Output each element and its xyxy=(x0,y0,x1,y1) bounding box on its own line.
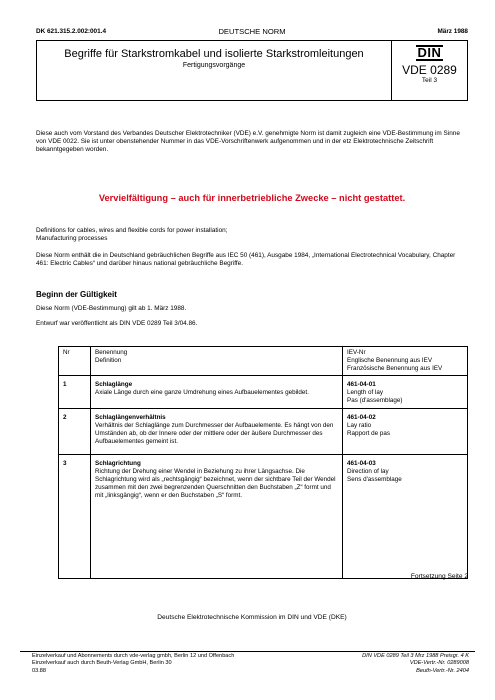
header-definition-label: Definition xyxy=(95,357,122,365)
row-term-cell xyxy=(91,454,343,578)
title-area xyxy=(37,41,392,100)
standard-id-area xyxy=(392,41,467,100)
row-english: Length of lay xyxy=(347,389,384,397)
footer-right-line1: DIN VDE 0289 Teil 3 Mrz 1988 Preisgr. 4 K xyxy=(362,653,469,659)
row-iev: 461-04-02 xyxy=(347,413,376,421)
english-title-line1: Definitions for cables, wires and flexible cords for power installation; xyxy=(36,227,228,234)
row-iev-cell xyxy=(343,408,468,454)
header-french-label: Französische Benennung aus IEV xyxy=(347,365,443,373)
footer-right-line2: VDE-Vertr.-Nr. 0289008 xyxy=(409,660,469,667)
dk-number: DK 621.315.2.002:001.4 xyxy=(36,28,106,35)
row-french: Rapport de pas xyxy=(347,429,391,437)
row-iev-cell xyxy=(343,376,468,408)
header-line xyxy=(36,28,468,38)
row-nr: 1 xyxy=(59,376,91,408)
row-term-cell xyxy=(91,408,343,454)
row-french: Pas (d'assemblage) xyxy=(347,397,403,405)
issue-date: März 1988 xyxy=(437,28,468,35)
terms-table xyxy=(58,346,468,579)
english-title-line2: Manufacturing processes xyxy=(36,235,108,243)
row-term: Schlagrichtung xyxy=(95,459,141,467)
row-english: Direction of lay xyxy=(347,468,389,476)
table-header-row xyxy=(59,347,468,376)
standard-part: Teil 3 xyxy=(421,77,438,84)
header-english-label: Englische Benennung aus IEV xyxy=(347,357,433,365)
row-definition: Axiale Länge durch eine ganze Umdrehung eines Aufbauelementes gebildet. xyxy=(95,389,309,397)
row-english: Lay ratio xyxy=(347,421,372,429)
header-term-label: Benennung xyxy=(95,349,128,356)
footer-left-line3: 03.88 xyxy=(32,667,46,674)
copyright-notice: Vervielfältigung – auch für innerbetriebliche Zwecke – nicht gestattet. xyxy=(98,193,406,203)
row-french: Sens d'assemblage xyxy=(347,476,402,484)
row-term: Schlaglänge xyxy=(95,381,133,389)
table-row xyxy=(59,454,468,578)
table-row xyxy=(59,408,468,454)
document-subtitle: Fertigungsvorgänge xyxy=(182,62,246,69)
header-iev-label: IEV-Nr xyxy=(347,349,366,356)
validity-text: Diese Norm (VDE-Bestimmung) gilt ab 1. März 1988. xyxy=(36,305,187,312)
english-title xyxy=(36,227,468,243)
document-title: Begriffe für Starkstromkabel und isolierte Starkstromleitungen xyxy=(64,48,364,60)
din-logo: DIN xyxy=(417,45,442,60)
row-nr: 3 xyxy=(59,454,91,578)
footer-left xyxy=(32,653,234,675)
row-iev-cell xyxy=(343,454,468,578)
table-row xyxy=(59,376,468,408)
norm-type: DEUTSCHE NORM xyxy=(218,27,286,36)
title-box xyxy=(36,40,468,101)
header-nr: Nr xyxy=(59,347,91,376)
iec-note: Diese Norm enthält die in Deutschland gebräuchlichen Begriffe aus IEC 50 (461), Ausgabe 1984, „International Electrotechnical Vocabulary, Chapter 461: Electric Cables“ und darüber hinaus national gebräuchliche Begriffe. xyxy=(36,252,456,268)
row-definition: Verhältnis der Schlaglänge zum Durchmesser der Aufbauelemente. Es hängt von den Umständen ab, ob der Innere oder der mittlere oder der äußere Durchmesser des Aufbauelementes gemeint ist. xyxy=(95,421,334,445)
row-nr: 2 xyxy=(59,408,91,454)
row-definition: Richtung der Drehung einer Wendel in Beziehung zu ihrer Längsachse. Die Schlagrichtung wird als „rechtsgängig“ bezeichnet, wenn der sichtbare Teil der Wendel zusammen mit den zwei begrenzenden Querschnitten den Buchstaben „Z“ formt und mit „linksgängig“, wenn er den Buchstaben „S“ formt. xyxy=(95,468,336,500)
commission-line: Deutsche Elektrotechnische Kommission im DIN und VDE (DKE) xyxy=(157,614,347,621)
footer-right-line3: Beuth-Vertr.-Nr. 2404 xyxy=(416,667,469,674)
header-term xyxy=(91,347,343,376)
draft-text: Entwurf war veröffentlicht als DIN VDE 0289 Teil 3/04.86. xyxy=(36,320,198,327)
footer-right xyxy=(362,653,469,675)
intro-paragraph: Diese auch vom Vorstand des Verbandes Deutscher Elektrotechniker (VDE) e.V. genehmigte Norm ist damit zugleich eine VDE-Bestimmung im Sinne von VDE 0022. Sie ist unter obenstehender Nummer in das VDE-Vorschriftenwerk aufgenommen und in der etz Elektrotechnische Zeitschrift bekanntgegeben worden. xyxy=(36,130,460,154)
validity-heading: Beginn der Gültigkeit xyxy=(36,290,117,299)
header-iev xyxy=(343,347,468,376)
row-iev: 461-04-01 xyxy=(347,381,376,389)
continuation-note: Fortsetzung Seite 2 xyxy=(410,573,468,580)
footer-left-line2: Einzelverkauf auch durch Beuth-Verlag GmbH, Berlin 30 xyxy=(32,660,172,667)
row-term-cell xyxy=(91,376,343,408)
standard-number: VDE 0289 xyxy=(402,63,457,77)
footer-divider xyxy=(20,651,475,652)
row-iev: 461-04-03 xyxy=(347,459,376,467)
row-term: Schlaglängenverhältnis xyxy=(95,413,166,421)
footer-left-line1: Einzelverkauf und Abonnements durch vde-verlag gmbh, Berlin 12 und Offenbach xyxy=(32,653,235,659)
